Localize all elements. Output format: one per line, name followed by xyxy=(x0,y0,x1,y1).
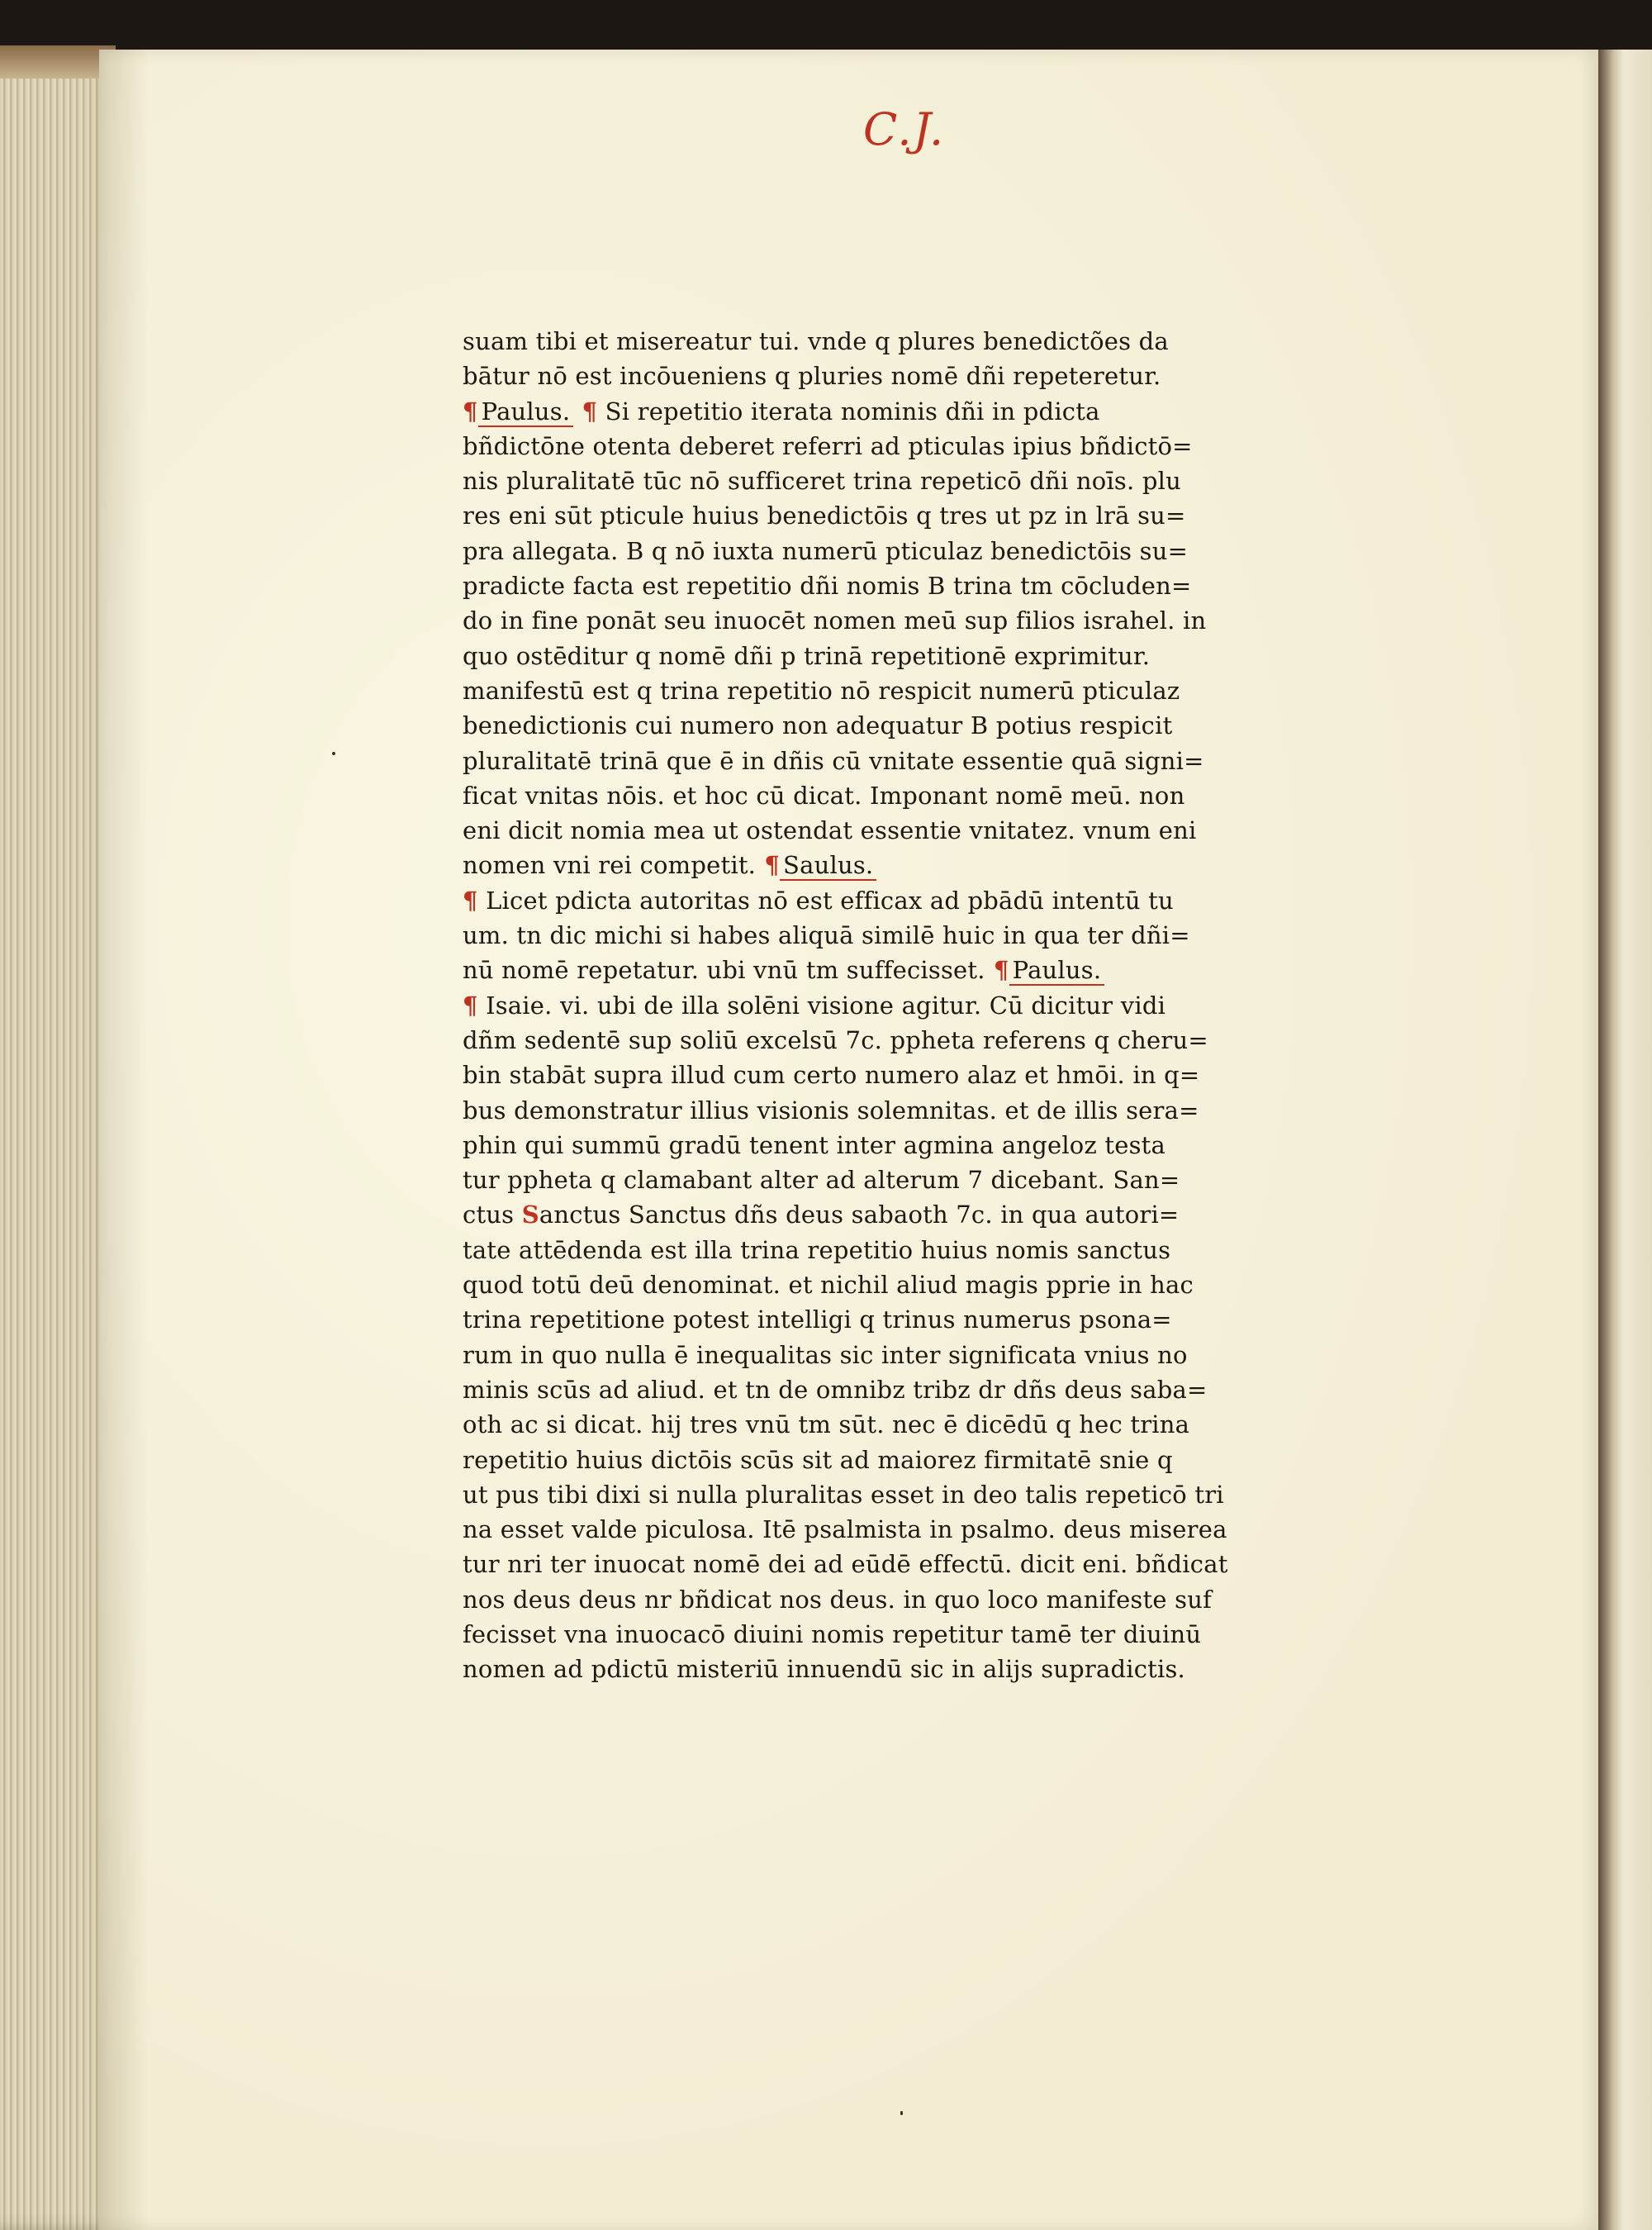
text-line xyxy=(463,464,1338,498)
text-segment: um. tn dic michi si habes aliquā similē huic in qua ter dñi= xyxy=(463,921,1190,950)
text-line xyxy=(463,673,1338,708)
text-segment: pra allegata. B q nō iuxta numerū pticulaz benedictōis su= xyxy=(463,536,1189,565)
text-segment: suam tibi et misereatur tui. vnde q plures benedictões da xyxy=(463,327,1169,355)
ink-speck xyxy=(900,2111,903,2115)
text-segment: Si repetitio iterata nominis dñi in pdicta xyxy=(597,397,1100,426)
ink-speck xyxy=(332,752,335,755)
rubric-mark: ¶ xyxy=(756,851,781,880)
rubric-mark: S xyxy=(521,1201,539,1229)
text-line xyxy=(463,394,1338,429)
text-line xyxy=(463,1582,1338,1617)
text-line xyxy=(463,1443,1338,1477)
text-line xyxy=(463,813,1338,848)
text-line xyxy=(463,1477,1338,1512)
text-line xyxy=(463,639,1338,673)
text-line xyxy=(463,603,1338,638)
text-segment: tur nri ter inuocat nomē dei ad eūdē effectū. dicit eni. bñdicat xyxy=(463,1550,1228,1579)
text-line xyxy=(463,1128,1338,1163)
text-line xyxy=(463,708,1338,743)
text-line xyxy=(463,1338,1338,1372)
text-segment: do in fine ponāt seu inuocēt nomen meū sup filios israhel. in xyxy=(463,606,1207,635)
text-segment: pluralitatē trinā que ē in dñis cū vnitate essentie quā signi= xyxy=(463,746,1204,775)
text-segment: dñm sedentē sup soliū excelsū 7c. ppheta referens q cheru= xyxy=(463,1025,1208,1054)
text-line xyxy=(463,498,1338,533)
text-line xyxy=(463,1233,1338,1267)
text-line xyxy=(463,1407,1338,1442)
speaker-name: Paulus. xyxy=(1009,956,1105,986)
text-line xyxy=(463,988,1338,1023)
text-segment: bus demonstratur illius visionis solemnitas. et de illis sera= xyxy=(463,1096,1199,1125)
text-line xyxy=(463,953,1338,987)
text-segment: manifestū est q trina repetitio nō respicit numerū pticulaz xyxy=(463,676,1180,705)
text-segment: benedictionis cui numero non adequatur B potius respicit xyxy=(463,711,1173,740)
text-segment: na esset valde piculosa. Itē psalmista in psalmo. deus miserea xyxy=(463,1515,1227,1544)
rubric-mark: ¶ xyxy=(463,397,478,426)
text-line xyxy=(463,1372,1338,1407)
text-segment: nis pluralitatē tūc nō sufficeret trina repeticō dñi noīs. plu xyxy=(463,467,1181,496)
text-segment: anctus Sanctus dñs deus sabaoth 7c. in qua autori= xyxy=(539,1201,1180,1229)
rubric-mark: ¶ xyxy=(463,991,478,1020)
text-line xyxy=(463,1617,1338,1652)
text-line xyxy=(463,1652,1338,1686)
text-segment: bātur nō est incōueniens q pluries nomē dñi repeteretur. xyxy=(463,362,1161,391)
text-segment: ficat vnitas nōis. et hoc cū dicat. Imponant nomē meū. non xyxy=(463,781,1185,810)
text-line xyxy=(463,848,1338,882)
text-line xyxy=(463,324,1338,359)
text-segment: nū nomē repetatur. ubi vnū tm suffecisset. xyxy=(463,956,985,985)
text-line xyxy=(463,1197,1338,1232)
text-segment: nos deus deus nr bñdicat nos deus. in quo loco manifeste suf xyxy=(463,1585,1213,1614)
text-segment: bñdictōne otenta deberet referri ad pticulas ipius bñdictō= xyxy=(463,431,1193,460)
text-segment: ut pus tibi dixi si nulla pluralitas esset in deo talis repeticō tri xyxy=(463,1480,1224,1509)
text-line xyxy=(463,1093,1338,1128)
text-segment: pradicte facta est repetitio dñi nomis B trina tm cōcluden= xyxy=(463,572,1192,601)
text-block xyxy=(463,324,1338,1687)
rubric-mark: ¶ xyxy=(463,886,478,915)
text-line xyxy=(463,883,1338,918)
text-line xyxy=(463,1058,1338,1092)
text-segment: nomen ad pdictū misteriū innuendū sic in alijs supradictis. xyxy=(463,1655,1185,1684)
book-spine xyxy=(0,45,116,78)
text-line xyxy=(463,1512,1338,1547)
text-segment: nomen vni rei competit. xyxy=(463,851,757,880)
text-segment: Isaie. vi. ubi de illa solēni visione agitur. Cū dicitur vidi xyxy=(477,991,1166,1020)
speaker-name: Saulus. xyxy=(780,851,876,881)
text-line xyxy=(463,778,1338,813)
rubric-mark: ¶ xyxy=(985,956,1009,985)
text-line xyxy=(463,359,1338,393)
text-segment: trina repetitione potest intelligi q trinus numerus psona= xyxy=(463,1305,1172,1334)
text-line xyxy=(463,1267,1338,1302)
text-line xyxy=(463,568,1338,603)
rubric-mark: ¶ xyxy=(573,397,598,426)
text-segment: fecisset vna inuocacō diuini nomis repetitur tamē ter diuinū xyxy=(463,1619,1202,1648)
text-segment: phin qui summū gradū tenent inter agmina angeloz testa xyxy=(463,1130,1166,1159)
text-segment: Licet pdicta autoritas nō est efficax ad pbādū intentū tu xyxy=(477,886,1174,915)
text-segment: repetitio huius dictōis scūs sit ad maiorez firmitatē snie q xyxy=(463,1445,1173,1474)
text-segment: tate attēdenda est illa trina repetitio huius nomis sanctus xyxy=(463,1235,1171,1264)
text-line xyxy=(463,534,1338,568)
text-line xyxy=(463,1547,1338,1581)
text-segment: rum in quo nulla ē inequalitas sic inter significata vnius no xyxy=(463,1340,1188,1369)
facing-page-edge xyxy=(1598,50,1652,2230)
text-line xyxy=(463,1163,1338,1197)
text-segment: quod totū deū denominat. et nichil aliud magis pprie in hac xyxy=(463,1271,1194,1300)
text-line xyxy=(463,429,1338,464)
text-segment: oth ac si dicat. hij tres vnū tm sūt. nec ē dicēdū q hec trina xyxy=(463,1410,1190,1439)
speaker-name: Paulus. xyxy=(478,397,574,427)
text-segment: ctus xyxy=(463,1201,522,1229)
text-segment: tur ppheta q clamabant alter ad alterum 7 dicebant. San= xyxy=(463,1166,1180,1195)
text-segment: minis scūs ad aliud. et tn de omnibz tribz dr dñs deus saba= xyxy=(463,1375,1208,1404)
folio-mark: C.J. xyxy=(863,103,946,155)
text-line xyxy=(463,744,1338,778)
book-block-left xyxy=(0,45,116,2230)
text-segment: bin stabāt supra illud cum certo numero alaz et hmōi. in q= xyxy=(463,1061,1200,1090)
text-line xyxy=(463,1302,1338,1337)
text-segment: quo ostēditur q nomē dñi p trinā repetitionē exprimitur. xyxy=(463,641,1151,670)
text-line xyxy=(463,1023,1338,1058)
text-segment: eni dicit nomia mea ut ostendat essentie vnitatez. vnum eni xyxy=(463,816,1197,845)
text-line xyxy=(463,918,1338,953)
text-segment: res eni sūt pticule huius benedictōis q tres ut pz in lrā su= xyxy=(463,502,1186,530)
